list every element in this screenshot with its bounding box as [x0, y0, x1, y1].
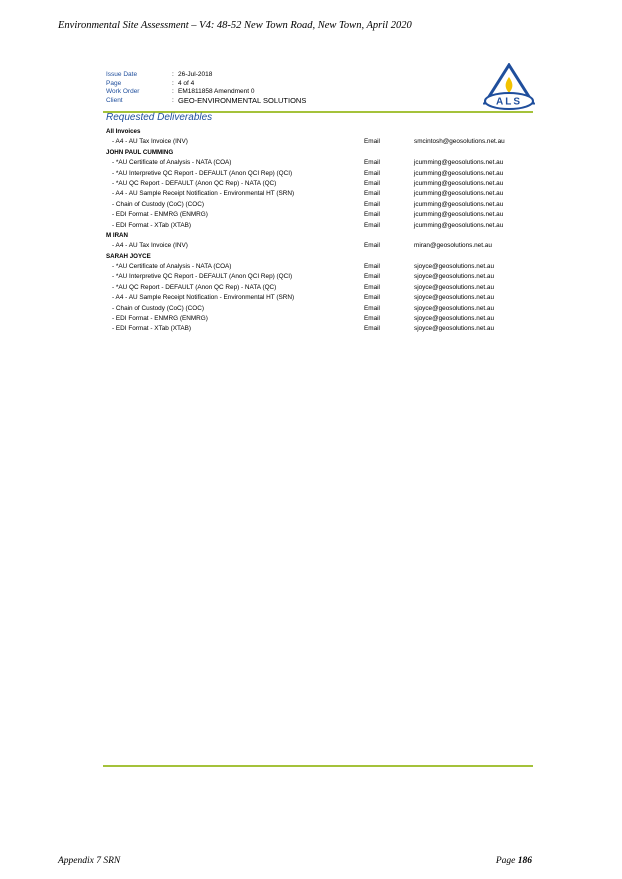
deliverables-list: [106, 127, 526, 335]
delivery-method: Email: [364, 283, 380, 291]
meta-value: 26-Jul-2018: [178, 71, 213, 78]
recipient-email: jcumming@geosolutions.net.au: [414, 159, 504, 167]
recipient-email: sjoyce@geosolutions.net.au: [414, 315, 495, 323]
deliverable-row: [106, 262, 526, 272]
section-title: Requested Deliverables: [106, 112, 213, 123]
meta-value: 4 of 4: [178, 79, 195, 87]
footer-divider: [103, 765, 533, 767]
recipient-email: sjoyce@geosolutions.net.au: [414, 304, 495, 312]
recipient-email: jcumming@geosolutions.net.au: [414, 200, 504, 208]
delivery-method: Email: [364, 263, 380, 271]
recipient-group: [106, 231, 526, 252]
deliverable-name: - EDI Format - XTab (XTAB): [112, 325, 192, 333]
meta-row-page: Page : 4 of 4: [106, 79, 195, 87]
recipient-group: [106, 252, 526, 335]
deliverable-name: - Chain of Custody (CoC) (COC): [112, 200, 204, 208]
report-meta: [106, 71, 306, 105]
logo-text: ALS: [496, 96, 522, 108]
recipient-email: sjoyce@geosolutions.net.au: [414, 263, 495, 271]
recipient-email: sjoyce@geosolutions.net.au: [414, 273, 495, 281]
delivery-method: Email: [364, 169, 380, 177]
meta-value: EM1811858 Amendment 0: [178, 88, 255, 96]
meta-value: GEO-ENVIRONMENTAL SOLUTIONS: [178, 95, 307, 105]
deliverable-name: - EDI Format - ENMRG (ENMRG): [112, 211, 208, 219]
recipient-email: jcumming@geosolutions.net.au: [414, 221, 504, 229]
deliverable-row: [106, 210, 526, 220]
deliverable-name: - *AU Certificate of Analysis - NATA (COA): [112, 159, 232, 167]
deliverable-name: - A4 - AU Tax Invoice (INV): [112, 138, 188, 146]
delivery-method: Email: [364, 242, 380, 250]
delivery-method: Email: [364, 325, 380, 333]
recipient-email: smcintosh@geosolutions.net.au: [414, 138, 505, 146]
recipient-email: jcumming@geosolutions.net.au: [414, 179, 504, 187]
deliverable-row: [106, 293, 526, 303]
deliverable-name: - A4 - AU Sample Receipt Notification - Environmental HT (SRN): [112, 294, 295, 302]
meta-row-client: Client : GEO-ENVIRONMENTAL SOLUTIONS: [106, 95, 307, 105]
recipient-group: [106, 148, 526, 231]
recipient-name: JOHN PAUL CUMMING: [106, 148, 174, 156]
footer-page: [496, 856, 532, 866]
recipient-email: sjoyce@geosolutions.net.au: [414, 283, 495, 291]
delivery-method: Email: [364, 179, 380, 187]
deliverable-row: [106, 241, 526, 251]
deliverable-row: [106, 272, 526, 282]
deliverable-row: [106, 158, 526, 168]
deliverable-row: [106, 189, 526, 199]
recipient-email: jcumming@geosolutions.net.au: [414, 169, 504, 177]
deliverable-row: [106, 169, 526, 179]
deliverable-row: [106, 324, 526, 334]
deliverable-row: [106, 304, 526, 314]
deliverable-row: [106, 283, 526, 293]
delivery-method: Email: [364, 221, 380, 229]
deliverable-name: - EDI Format - ENMRG (ENMRG): [112, 315, 208, 323]
recipient-email: sjoyce@geosolutions.net.au: [414, 294, 495, 302]
delivery-method: Email: [364, 273, 380, 281]
delivery-method: Email: [364, 159, 380, 167]
deliverable-name: - *AU QC Report - DEFAULT (Anon QC Rep) - NATA (QC): [112, 283, 277, 291]
deliverable-name: - Chain of Custody (CoC) (COC): [112, 304, 204, 312]
running-header: Environmental Site Assessment – V4: 48-52 New Town Road, New Town, April 2020: [58, 20, 412, 31]
footer-appendix: Appendix 7 SRN: [58, 856, 121, 866]
recipient-email: jcumming@geosolutions.net.au: [414, 211, 504, 219]
recipient-email: sjoyce@geosolutions.net.au: [414, 325, 495, 333]
delivery-method: Email: [364, 190, 380, 198]
delivery-method: Email: [364, 304, 380, 312]
footer-page-label: Page: [495, 856, 516, 866]
deliverable-row: [106, 179, 526, 189]
meta-row-issue-date: Issue Date : 26-Jul-2018: [106, 71, 213, 78]
delivery-method: Email: [364, 200, 380, 208]
deliverable-name: - A4 - AU Sample Receipt Notification - Environmental HT (SRN): [112, 190, 295, 198]
footer-page-number: 186: [517, 856, 532, 866]
deliverable-name: - EDI Format - XTab (XTAB): [112, 221, 192, 229]
deliverable-name: - *AU Certificate of Analysis - NATA (COA): [112, 263, 232, 271]
deliverable-name: - *AU Interpretive QC Report - DEFAULT (Anon QCI Rep) (QCI): [112, 273, 293, 281]
deliverable-row: [106, 314, 526, 324]
meta-label: Client: [106, 96, 123, 104]
recipient-name: All Invoices: [106, 128, 141, 135]
deliverable-name: - A4 - AU Tax Invoice (INV): [112, 242, 188, 250]
delivery-method: Email: [364, 211, 380, 219]
delivery-method: Email: [364, 294, 380, 302]
recipient-name: SARAH JOYCE: [106, 252, 151, 260]
recipient-name: M IRAN: [106, 231, 128, 239]
meta-label: Issue Date: [106, 71, 138, 78]
deliverable-row: [106, 200, 526, 210]
meta-label: Page: [106, 79, 122, 87]
recipient-email: jcumming@geosolutions.net.au: [414, 190, 504, 198]
delivery-method: Email: [364, 315, 380, 323]
recipient-email: miran@geosolutions.net.au: [414, 242, 492, 250]
deliverable-row: [106, 137, 526, 147]
delivery-method: Email: [364, 138, 380, 146]
als-logo: [483, 63, 535, 111]
deliverable-row: [106, 221, 526, 231]
recipient-group: [106, 127, 526, 148]
meta-label: Work Order: [106, 88, 140, 96]
meta-row-work-order: Work Order : EM1811858 Amendment 0: [106, 88, 255, 96]
deliverable-name: - *AU QC Report - DEFAULT (Anon QC Rep) - NATA (QC): [112, 179, 277, 187]
deliverable-name: - *AU Interpretive QC Report - DEFAULT (Anon QCI Rep) (QCI): [112, 169, 293, 177]
